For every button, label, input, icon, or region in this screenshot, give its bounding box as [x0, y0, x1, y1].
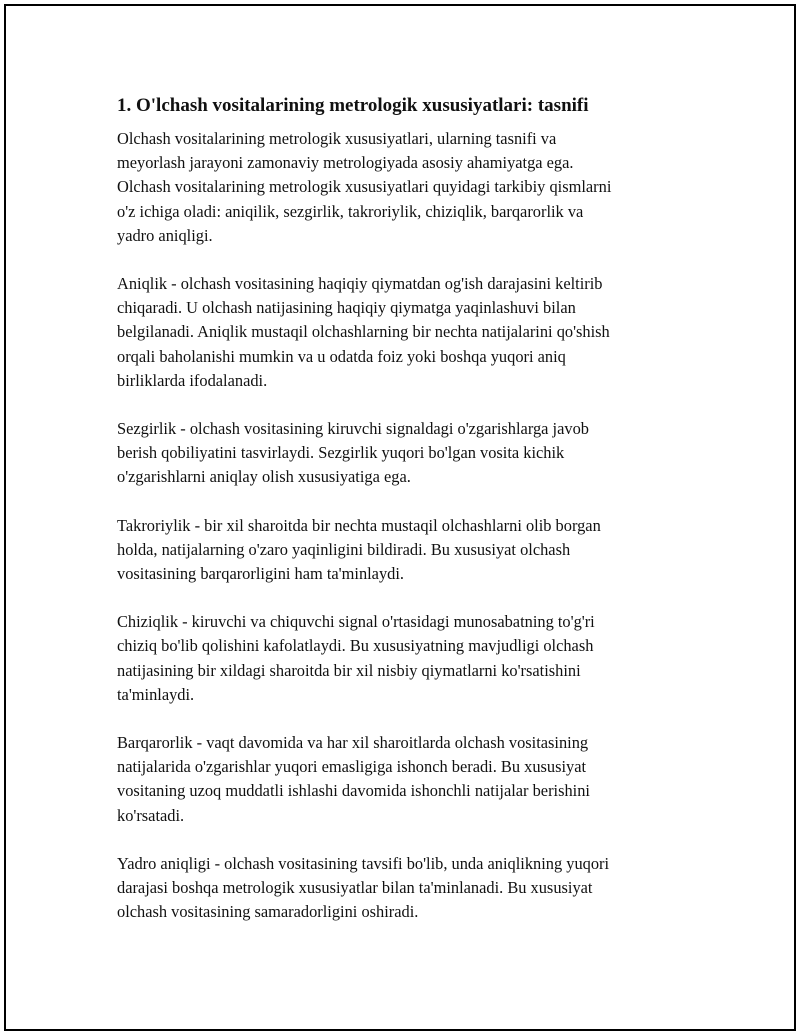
paragraph-line: holda, natijalarning o'zaro yaqinligini bildiradi. Bu xususiyat olchash [117, 539, 571, 559]
document-body [117, 92, 685, 948]
paragraph-line: olchash vositasining samaradorligini oshiradi. [117, 902, 419, 922]
paragraph-line: meyorlash jarayoni zamonaviy metrologiyada asosiy ahamiyatga ega. [117, 153, 574, 173]
paragraph-line: o'zgarishlarni aniqlay olish xususiyatiga ega. [117, 467, 411, 487]
paragraph-line: Yadro aniqligi - olchash vositasining tavsifi bo'lib, unda aniqlikning yuqori [117, 853, 610, 873]
paragraph-line: yadro aniqligi. [117, 225, 213, 245]
paragraph-line: ko'rsatadi. [117, 805, 185, 825]
paragraph-line: chiziq bo'lib qolishini kafolatlaydi. Bu xususiyatning mavjudligi olchash [117, 636, 594, 656]
paragraph-line: Barqarorlik - vaqt davomida va har xil sharoitlarda olchash vositasining [117, 733, 589, 753]
paragraph-line: orqali baholanishi mumkin va u odatda foiz yoki boshqa yuqori aniq [117, 346, 566, 366]
paragraph-line: Chiziqlik - kiruvchi va chiquvchi signal o'rtasidagi munosabatning to'g'ri [117, 612, 595, 632]
paragraph-list [117, 127, 685, 924]
paragraph [117, 127, 685, 248]
paragraph [117, 610, 685, 707]
paragraph-line: birliklarda ifodalanadi. [117, 370, 268, 390]
paragraph-line: chiqaradi. U olchash natijasining haqiqiy qiymatga yaqinlashuvi bilan [117, 298, 576, 318]
paragraph-line: Olchash vositalarining metrologik xususiyatlari quyidagi tarkibiy qismlarni [117, 177, 612, 197]
paragraph-line: belgilanadi. Aniqlik mustaqil olchashlarning bir nechta natijalarini qo'shish [117, 322, 610, 342]
paragraph [117, 272, 685, 393]
paragraph-line: ta'minlaydi. [117, 684, 195, 704]
paragraph-line: darajasi boshqa metrologik xususiyatlar bilan ta'minlanadi. Bu xususiyat [117, 878, 593, 898]
paragraph [117, 852, 685, 925]
paragraph-line: natijalarida o'zgarishlar yuqori emasligiga ishonch beradi. Bu xususiyat [117, 757, 587, 777]
paragraph-line: berish qobiliyatini tasvirlaydi. Sezgirlik yuqori bo'lgan vosita kichik [117, 443, 565, 463]
paragraph-line: natijasining bir xildagi sharoitda bir xil nisbiy qiymatlarni ko'rsatishini [117, 660, 581, 680]
paragraph-line: Sezgirlik - olchash vositasining kiruvchi signaldagi o'zgarishlarga javob [117, 419, 589, 439]
paragraph-line: o'z ichiga oladi: aniqilik, sezgirlik, takroriylik, chiziqlik, barqarorlik va [117, 201, 584, 221]
paragraph [117, 417, 685, 490]
paragraph-line: Takroriylik - bir xil sharoitda bir nechta mustaqil olchashlarni olib borgan [117, 515, 601, 535]
paragraph [117, 514, 685, 587]
paragraph-line: vositasining barqarorligini ham ta'minlaydi. [117, 564, 405, 584]
paragraph-line: Aniqlik - olchash vositasining haqiqiy qiymatdan og'ish darajasini keltirib [117, 274, 603, 294]
section-heading: 1. O'lchash vositalarining metrologik xususiyatlari: tasnifi [117, 95, 589, 116]
paragraph [117, 731, 685, 828]
paragraph-line: vositaning uzoq muddatli ishlashi davomida ishonchli natijalar berishini [117, 781, 590, 801]
paragraph-line: Olchash vositalarining metrologik xususiyatlari, ularning tasnifi va [117, 129, 557, 148]
